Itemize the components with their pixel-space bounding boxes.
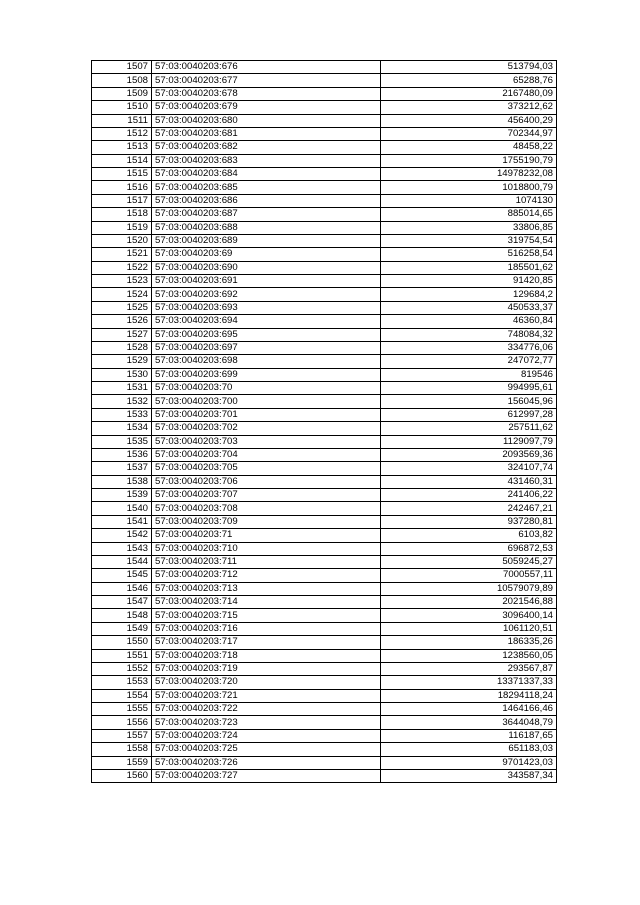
row-number-cell: 1510 (92, 101, 152, 114)
cadastral-number-cell: 57:03:0040203:676 (152, 61, 381, 74)
cadastral-value-cell: 46360,84 (381, 315, 557, 328)
cadastral-value-cell: 1018800,79 (381, 181, 557, 194)
cadastral-number-cell: 57:03:0040203:684 (152, 168, 381, 181)
row-number-cell: 1549 (92, 622, 152, 635)
table-row (92, 261, 557, 274)
table-row (92, 515, 557, 528)
cadastral-number-cell: 57:03:0040203:706 (152, 475, 381, 488)
cadastral-value-cell: 91420,85 (381, 275, 557, 288)
row-number-cell: 1545 (92, 569, 152, 582)
cadastral-number-cell: 57:03:0040203:713 (152, 582, 381, 595)
cadastral-number-cell: 57:03:0040203:725 (152, 743, 381, 756)
row-number-cell: 1548 (92, 609, 152, 622)
row-number-cell: 1539 (92, 489, 152, 502)
cadastral-value-cell: 456400,29 (381, 114, 557, 127)
table-row (92, 555, 557, 568)
table-row (92, 743, 557, 756)
table-row (92, 328, 557, 341)
table-row (92, 462, 557, 475)
cadastral-number-cell: 57:03:0040203:704 (152, 448, 381, 461)
cadastral-value-cell: 116187,65 (381, 729, 557, 742)
cadastral-number-cell: 57:03:0040203:682 (152, 141, 381, 154)
cadastral-number-cell: 57:03:0040203:720 (152, 676, 381, 689)
row-number-cell: 1518 (92, 208, 152, 221)
cadastral-value-cell: 9701423,03 (381, 756, 557, 769)
table-row (92, 596, 557, 609)
cadastral-number-cell: 57:03:0040203:681 (152, 127, 381, 140)
table-row (92, 194, 557, 207)
row-number-cell: 1513 (92, 141, 152, 154)
table-row (92, 114, 557, 127)
table-row (92, 315, 557, 328)
cadastral-value-cell: 242467,21 (381, 502, 557, 515)
document-page (91, 60, 556, 783)
cadastral-value-cell: 6103,82 (381, 529, 557, 542)
table-row (92, 168, 557, 181)
table-row (92, 87, 557, 100)
table-row (92, 422, 557, 435)
table-row (92, 208, 557, 221)
cadastral-number-cell: 57:03:0040203:723 (152, 716, 381, 729)
cadastral-value-cell: 2093569,36 (381, 448, 557, 461)
cadastral-number-cell: 57:03:0040203:712 (152, 569, 381, 582)
cadastral-value-cell: 373212,62 (381, 101, 557, 114)
row-number-cell: 1550 (92, 636, 152, 649)
table-row (92, 74, 557, 87)
table-row (92, 716, 557, 729)
cadastral-value-cell: 5059245,27 (381, 555, 557, 568)
row-number-cell: 1526 (92, 315, 152, 328)
cadastral-number-cell: 57:03:0040203:71 (152, 529, 381, 542)
cadastral-number-cell: 57:03:0040203:700 (152, 395, 381, 408)
table-row (92, 301, 557, 314)
cadastral-value-cell: 10579079,89 (381, 582, 557, 595)
row-number-cell: 1516 (92, 181, 152, 194)
cadastral-value-table (91, 60, 557, 783)
row-number-cell: 1511 (92, 114, 152, 127)
table-row (92, 341, 557, 354)
cadastral-number-cell: 57:03:0040203:692 (152, 288, 381, 301)
row-number-cell: 1553 (92, 676, 152, 689)
table-row (92, 542, 557, 555)
cadastral-number-cell: 57:03:0040203:710 (152, 542, 381, 555)
cadastral-number-cell: 57:03:0040203:680 (152, 114, 381, 127)
cadastral-number-cell: 57:03:0040203:727 (152, 769, 381, 782)
row-number-cell: 1534 (92, 422, 152, 435)
cadastral-value-cell: 696872,53 (381, 542, 557, 555)
table-row (92, 288, 557, 301)
row-number-cell: 1559 (92, 756, 152, 769)
cadastral-value-cell: 819546 (381, 368, 557, 381)
row-number-cell: 1532 (92, 395, 152, 408)
cadastral-number-cell: 57:03:0040203:690 (152, 261, 381, 274)
cadastral-number-cell: 57:03:0040203:69 (152, 248, 381, 261)
cadastral-number-cell: 57:03:0040203:711 (152, 555, 381, 568)
row-number-cell: 1512 (92, 127, 152, 140)
cadastral-number-cell: 57:03:0040203:693 (152, 301, 381, 314)
cadastral-value-cell: 334776,06 (381, 341, 557, 354)
row-number-cell: 1517 (92, 194, 152, 207)
row-number-cell: 1530 (92, 368, 152, 381)
cadastral-value-cell: 3096400,14 (381, 609, 557, 622)
table-row (92, 395, 557, 408)
row-number-cell: 1524 (92, 288, 152, 301)
cadastral-number-cell: 57:03:0040203:715 (152, 609, 381, 622)
table-row (92, 61, 557, 74)
cadastral-number-cell: 57:03:0040203:685 (152, 181, 381, 194)
table-row (92, 662, 557, 675)
cadastral-value-cell: 293567,87 (381, 662, 557, 675)
row-number-cell: 1508 (92, 74, 152, 87)
cadastral-number-cell: 57:03:0040203:691 (152, 275, 381, 288)
cadastral-value-cell: 319754,54 (381, 234, 557, 247)
table-row (92, 636, 557, 649)
table-row (92, 502, 557, 515)
table-row (92, 769, 557, 782)
cadastral-value-cell: 1074130 (381, 194, 557, 207)
row-number-cell: 1529 (92, 355, 152, 368)
cadastral-value-cell: 65288,76 (381, 74, 557, 87)
cadastral-value-cell: 241406,22 (381, 489, 557, 502)
row-number-cell: 1540 (92, 502, 152, 515)
row-number-cell: 1525 (92, 301, 152, 314)
table-row (92, 368, 557, 381)
cadastral-number-cell: 57:03:0040203:683 (152, 154, 381, 167)
cadastral-number-cell: 57:03:0040203:718 (152, 649, 381, 662)
table-body (92, 61, 557, 783)
table-row (92, 649, 557, 662)
row-number-cell: 1514 (92, 154, 152, 167)
cadastral-number-cell: 57:03:0040203:688 (152, 221, 381, 234)
table-row (92, 756, 557, 769)
cadastral-number-cell: 57:03:0040203:701 (152, 408, 381, 421)
cadastral-number-cell: 57:03:0040203:689 (152, 234, 381, 247)
cadastral-value-cell: 257511,62 (381, 422, 557, 435)
cadastral-number-cell: 57:03:0040203:722 (152, 703, 381, 716)
row-number-cell: 1541 (92, 515, 152, 528)
cadastral-value-cell: 1061120,51 (381, 622, 557, 635)
cadastral-number-cell: 57:03:0040203:698 (152, 355, 381, 368)
row-number-cell: 1542 (92, 529, 152, 542)
table-row (92, 582, 557, 595)
cadastral-value-cell: 185501,62 (381, 261, 557, 274)
row-number-cell: 1544 (92, 555, 152, 568)
table-row (92, 475, 557, 488)
row-number-cell: 1519 (92, 221, 152, 234)
cadastral-number-cell: 57:03:0040203:726 (152, 756, 381, 769)
row-number-cell: 1551 (92, 649, 152, 662)
row-number-cell: 1556 (92, 716, 152, 729)
cadastral-value-cell: 450533,37 (381, 301, 557, 314)
table-row (92, 609, 557, 622)
table-row (92, 408, 557, 421)
table-row (92, 127, 557, 140)
cadastral-value-cell: 1464166,46 (381, 703, 557, 716)
cadastral-value-cell: 885014,65 (381, 208, 557, 221)
cadastral-number-cell: 57:03:0040203:679 (152, 101, 381, 114)
table-row (92, 101, 557, 114)
row-number-cell: 1527 (92, 328, 152, 341)
cadastral-value-cell: 324107,74 (381, 462, 557, 475)
table-row (92, 703, 557, 716)
row-number-cell: 1560 (92, 769, 152, 782)
table-row (92, 181, 557, 194)
cadastral-value-cell: 937280,81 (381, 515, 557, 528)
cadastral-value-cell: 186335,26 (381, 636, 557, 649)
cadastral-value-cell: 13371337,33 (381, 676, 557, 689)
table-row (92, 221, 557, 234)
cadastral-value-cell: 1755190,79 (381, 154, 557, 167)
cadastral-value-cell: 156045,96 (381, 395, 557, 408)
row-number-cell: 1555 (92, 703, 152, 716)
cadastral-value-cell: 247072,77 (381, 355, 557, 368)
cadastral-value-cell: 7000557,11 (381, 569, 557, 582)
table-row (92, 154, 557, 167)
cadastral-number-cell: 57:03:0040203:699 (152, 368, 381, 381)
cadastral-value-cell: 129684,2 (381, 288, 557, 301)
cadastral-value-cell: 516258,54 (381, 248, 557, 261)
row-number-cell: 1509 (92, 87, 152, 100)
cadastral-value-cell: 748084,32 (381, 328, 557, 341)
cadastral-value-cell: 702344,97 (381, 127, 557, 140)
table-row (92, 489, 557, 502)
row-number-cell: 1537 (92, 462, 152, 475)
table-row (92, 529, 557, 542)
row-number-cell: 1546 (92, 582, 152, 595)
table-row (92, 622, 557, 635)
row-number-cell: 1520 (92, 234, 152, 247)
table-row (92, 676, 557, 689)
table-row (92, 141, 557, 154)
row-number-cell: 1557 (92, 729, 152, 742)
cadastral-value-cell: 3644048,79 (381, 716, 557, 729)
table-row (92, 569, 557, 582)
cadastral-number-cell: 57:03:0040203:687 (152, 208, 381, 221)
table-row (92, 355, 557, 368)
row-number-cell: 1558 (92, 743, 152, 756)
table-row (92, 448, 557, 461)
row-number-cell: 1543 (92, 542, 152, 555)
cadastral-number-cell: 57:03:0040203:709 (152, 515, 381, 528)
cadastral-number-cell: 57:03:0040203:677 (152, 74, 381, 87)
row-number-cell: 1533 (92, 408, 152, 421)
cadastral-number-cell: 57:03:0040203:717 (152, 636, 381, 649)
cadastral-number-cell: 57:03:0040203:703 (152, 435, 381, 448)
cadastral-number-cell: 57:03:0040203:702 (152, 422, 381, 435)
cadastral-number-cell: 57:03:0040203:678 (152, 87, 381, 100)
cadastral-value-cell: 513794,03 (381, 61, 557, 74)
cadastral-value-cell: 2021546,88 (381, 596, 557, 609)
row-number-cell: 1522 (92, 261, 152, 274)
row-number-cell: 1552 (92, 662, 152, 675)
cadastral-number-cell: 57:03:0040203:70 (152, 382, 381, 395)
cadastral-number-cell: 57:03:0040203:705 (152, 462, 381, 475)
cadastral-number-cell: 57:03:0040203:708 (152, 502, 381, 515)
cadastral-value-cell: 14978232,08 (381, 168, 557, 181)
cadastral-value-cell: 18294118,24 (381, 689, 557, 702)
table-row (92, 382, 557, 395)
row-number-cell: 1536 (92, 448, 152, 461)
cadastral-number-cell: 57:03:0040203:695 (152, 328, 381, 341)
cadastral-number-cell: 57:03:0040203:724 (152, 729, 381, 742)
row-number-cell: 1535 (92, 435, 152, 448)
table-row (92, 689, 557, 702)
row-number-cell: 1554 (92, 689, 152, 702)
cadastral-number-cell: 57:03:0040203:714 (152, 596, 381, 609)
table-row (92, 435, 557, 448)
cadastral-number-cell: 57:03:0040203:707 (152, 489, 381, 502)
row-number-cell: 1507 (92, 61, 152, 74)
cadastral-number-cell: 57:03:0040203:716 (152, 622, 381, 635)
cadastral-number-cell: 57:03:0040203:694 (152, 315, 381, 328)
row-number-cell: 1528 (92, 341, 152, 354)
table-row (92, 729, 557, 742)
cadastral-value-cell: 994995,61 (381, 382, 557, 395)
cadastral-number-cell: 57:03:0040203:721 (152, 689, 381, 702)
row-number-cell: 1538 (92, 475, 152, 488)
cadastral-value-cell: 651183,03 (381, 743, 557, 756)
row-number-cell: 1523 (92, 275, 152, 288)
table-row (92, 275, 557, 288)
cadastral-value-cell: 48458,22 (381, 141, 557, 154)
cadastral-number-cell: 57:03:0040203:686 (152, 194, 381, 207)
cadastral-number-cell: 57:03:0040203:697 (152, 341, 381, 354)
cadastral-number-cell: 57:03:0040203:719 (152, 662, 381, 675)
table-row (92, 248, 557, 261)
cadastral-value-cell: 33806,85 (381, 221, 557, 234)
row-number-cell: 1531 (92, 382, 152, 395)
row-number-cell: 1515 (92, 168, 152, 181)
cadastral-value-cell: 2167480,09 (381, 87, 557, 100)
cadastral-value-cell: 1129097,79 (381, 435, 557, 448)
row-number-cell: 1521 (92, 248, 152, 261)
cadastral-value-cell: 343587,34 (381, 769, 557, 782)
cadastral-value-cell: 431460,31 (381, 475, 557, 488)
row-number-cell: 1547 (92, 596, 152, 609)
cadastral-value-cell: 1238560,05 (381, 649, 557, 662)
cadastral-value-cell: 612997,28 (381, 408, 557, 421)
table-row (92, 234, 557, 247)
